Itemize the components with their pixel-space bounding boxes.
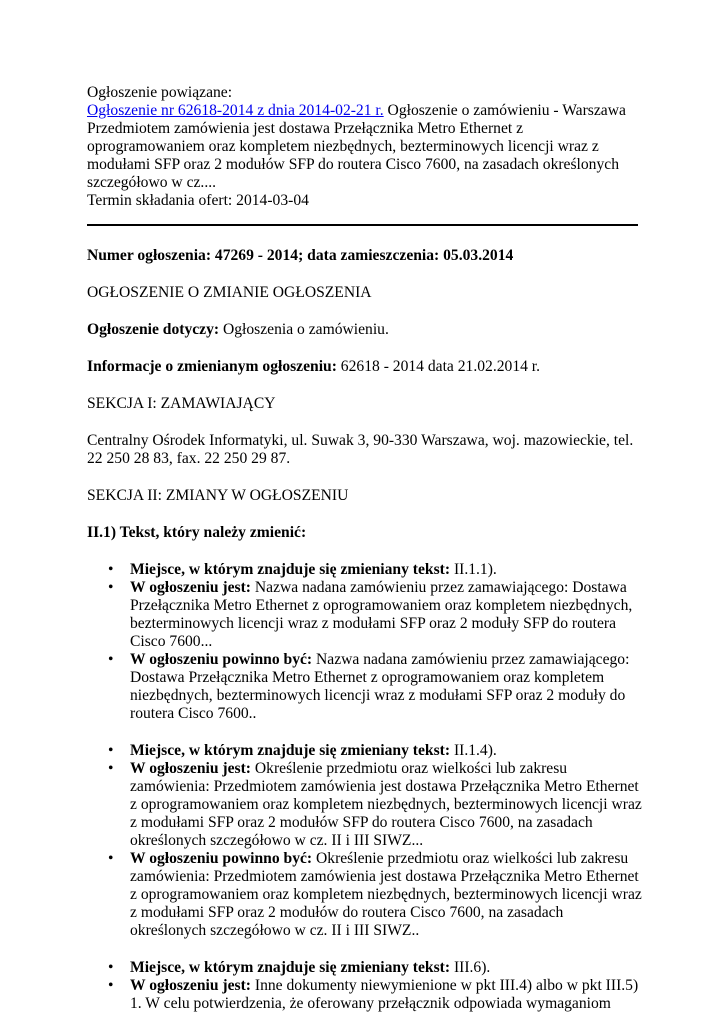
related-deadline: Termin składania ofert: 2014-03-04: [87, 192, 309, 209]
notice-concerns: [87, 321, 642, 339]
related-summary: Przedmiotem zamówienia jest dostawa Przełącznika Metro Ethernet z oprogramowaniem oraz kompletem niezbędnych, bezterminowych licencji wraz z modułami SFP oraz 2 modułów SFP do routera Cisco 7600, na zasadach określonych szczegółowo w cz....: [87, 120, 619, 191]
changed-notice-info: [87, 358, 642, 376]
change-list-2: [87, 742, 642, 940]
document-page: [87, 84, 642, 1013]
notice-title: OGŁOSZENIE O ZMIANIE OGŁOSZENIA: [87, 284, 372, 301]
list-item: • W ogłoszeniu powinno być: Określenie przedmiotu oraz wielkości lub zakresu zamówienia: Przedmiotem zamówienia jest dostawa Przełącznika Metro Ethernet z oprogramowaniem oraz kompletem niezbędnych, bezterminowych licencji wraz z modułami SFP oraz 2 modułów do routera Cisco 7600, na zasadach określonych szczegółowo w cz. II i III SIWZ..: [130, 850, 642, 940]
notice-concerns-label: Ogłoszenie dotyczy:: [87, 321, 220, 338]
section2-title: SEKCJA II: ZMIANY W OGŁOSZENIU: [87, 487, 349, 504]
related-heading: Ogłoszenie powiązane:: [87, 84, 233, 101]
related-notice: [87, 84, 642, 210]
change-list-1: [87, 561, 642, 723]
changed-notice-info-label: Informacje o zmienianym ogłoszeniu:: [87, 358, 337, 375]
related-notice-type: Ogłoszenie o zamówieniu - Warszawa: [383, 102, 626, 119]
related-notice-paragraph: [87, 102, 642, 120]
list-item: • Miejsce, w którym znajduje się zmieniany tekst: III.6).: [130, 959, 642, 977]
list-item: • W ogłoszeniu jest: Nazwa nadana zamówieniu przez zamawiającego: Dostawa Przełącznika Metro Ethernet z oprogramowaniem oraz kompletem niezbędnych, bezterminowych licencji wraz z modułami SFP oraz 2 moduły SFP do routera Cisco 7600...: [130, 579, 642, 651]
related-notice-link[interactable]: Ogłoszenie nr 62618-2014 z dnia 2014-02-21 r.: [87, 102, 384, 119]
section1-body: Centralny Ośrodek Informatyki, ul. Suwak 3, 90-330 Warszawa, woj. mazowieckie, tel. 22 250 28 83, fax. 22 250 29 87.: [87, 432, 634, 467]
list-item: • Miejsce, w którym znajduje się zmieniany tekst: II.1.4).: [130, 742, 642, 760]
section1-title: SEKCJA I: ZAMAWIAJĄCY: [87, 395, 276, 412]
section-ii1-title: II.1) Tekst, który należy zmienić:: [87, 524, 307, 541]
list-item: • W ogłoszeniu jest: Określenie przedmiotu oraz wielkości lub zakresu zamówienia: Przedmiotem zamówienia jest dostawa Przełącznika Metro Ethernet z oprogramowaniem oraz kompletem niezbędnych, bezterminowych licencji wraz z modułami SFP oraz 2 modułów SFP do routera Cisco 7600, na zasadach określonych szczegółowo w cz. II i III SIWZ...: [130, 760, 642, 850]
notice-concerns-value: Ogłoszenia o zamówieniu.: [219, 321, 389, 338]
change-list-3: [87, 959, 642, 1013]
list-item: • W ogłoszeniu jest: Inne dokumenty niewymienione w pkt III.4) albo w pkt III.5) 1. W celu potwierdzenia, że oferowany przełącznik odpowiada wymaganiom: [130, 977, 642, 1013]
notice-number-line: Numer ogłoszenia: 47269 - 2014; data zamieszczenia: 05.03.2014: [87, 247, 514, 264]
list-item: • W ogłoszeniu powinno być: Nazwa nadana zamówieniu przez zamawiającego: Dostawa Przełącznika Metro Ethernet z oprogramowaniem oraz kompletem niezbędnych, bezterminowych licencji wraz z modułami SFP oraz 2 moduły do routera Cisco 7600..: [130, 651, 642, 723]
changed-notice-info-value: 62618 - 2014 data 21.02.2014 r.: [336, 358, 541, 375]
horizontal-divider: [87, 224, 638, 226]
list-item: • Miejsce, w którym znajduje się zmieniany tekst: II.1.1).: [130, 561, 642, 579]
